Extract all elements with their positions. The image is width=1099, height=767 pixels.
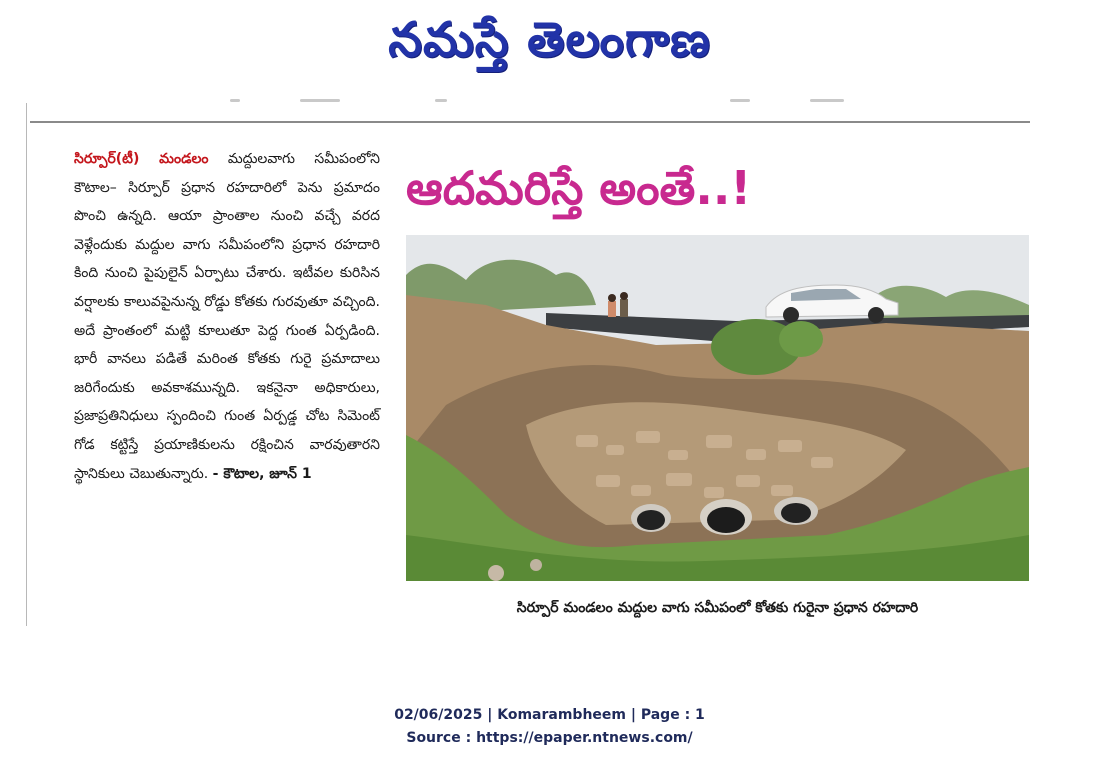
faint-header-marks [40,96,1020,106]
article-text: మద్దులవాగు సమీపంలోని కౌటాల– సిర్పూర్ ప్రధాన రహదారిలో పెను ప్రమాదం పొంచి ఉన్నది. ఆయా ప్రాంతాల నుంచి వచ్చే వరద వెళ్లేందుకు మద్దుల వాగు సమీపంలోని ప్రధాన రహదారి కింది నుంచి పైపులైన్ ఏర్పాటు చేశారు. ఇటీవల కురిసిన వర్షాలకు కాలువపైనున్న రోడ్డు కోతకు గురవుతూ వచ్చింది. అదే ప్రాంతంలో మట్టి కూలుతూ పెద్ద గుంత ఏర్పడింది. భారీ వానలు పడితే మరింత కోతకు గురై ప్రమాదాలు జరిగేందుకు అవకాశమున్నది. ఇకనైనా అధికారులు, ప్రజాప్రతినిధులు స్పందించి గుంత ఏర్పడ్డ చోట సిమెంట్ గోడ కట్టిస్తే ప్రయాణికులను రక్షించిన వారవుతారని స్థానికులు చెబుతున్నారు. [74,151,380,482]
dateline-place: సిర్పూర్(టీ) మండలం [74,151,209,167]
header-rule [30,121,1030,123]
footer-edition-info: 02/06/2025 | Komarambheem | Page : 1 [394,707,705,723]
article-body [74,145,380,488]
photo-caption: సిర్పూర్ మండలం మద్దుల వాగు సమీపంలో కోతకు గురైనా ప్రధాన రహదారి [516,600,919,616]
news-photo [406,235,1029,581]
footer-source-link[interactable]: Source : https://epaper.ntnews.com/ [406,730,693,746]
left-column-rule [26,103,27,626]
article-byline: - కౌటాల, జూన్ 1 [212,465,312,482]
article-headline: ఆదమరిస్తే అంతే..! [406,161,752,215]
newspaper-masthead: నమస్తే తెలంగాణ [388,12,711,68]
